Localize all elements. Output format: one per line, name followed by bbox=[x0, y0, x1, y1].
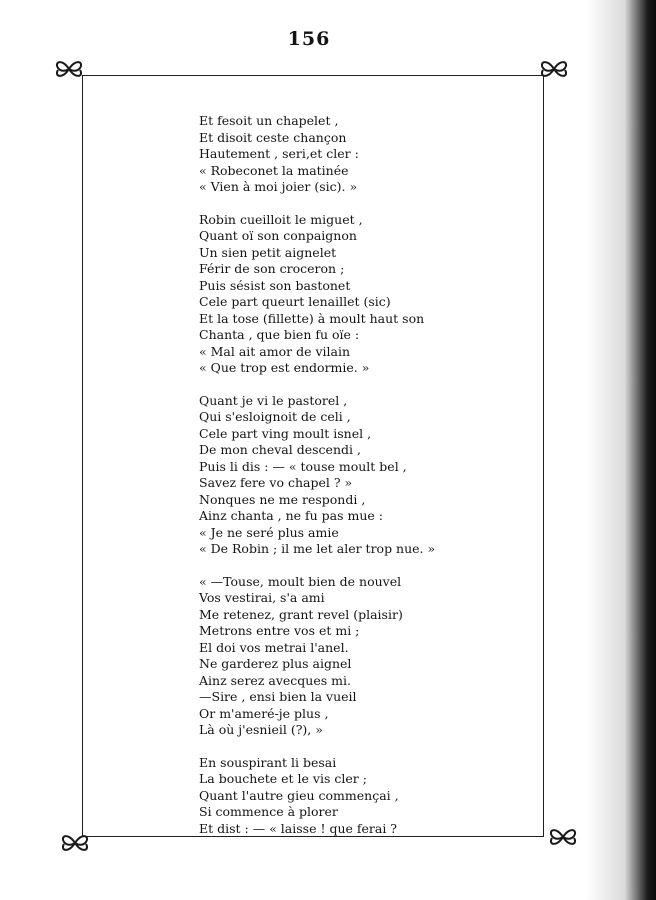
verse-line: Quant oï son conpaignon bbox=[199, 228, 357, 243]
verse-line: La bouchete et le vis cler ; bbox=[199, 771, 367, 786]
verse-line: Me retenez, grant revel (plaisir) bbox=[199, 606, 403, 622]
verse-line: Et fesoit un chapelet , bbox=[199, 113, 339, 128]
verse-line: Un sien petit aignelet bbox=[199, 244, 337, 260]
verse-line: Quant je vi le pastorel , bbox=[199, 392, 348, 408]
verse-line: Cele part queurt lenaillet (sic) bbox=[199, 294, 391, 309]
verse-line: Ne garderez plus aignel bbox=[199, 656, 352, 671]
corner-ornament-icon bbox=[58, 826, 92, 860]
verse-line: Férir de son croceron ; bbox=[199, 261, 345, 276]
verse-line: « Robeconet la matinée bbox=[199, 162, 349, 178]
verse-line: Et disoit ceste chançon bbox=[199, 129, 347, 145]
verse-line: Cele part ving moult isnel , bbox=[199, 425, 372, 441]
verse-line: El doi vos metrai l'anel. bbox=[199, 639, 349, 655]
verse-line: De mon cheval descendi , bbox=[199, 442, 361, 457]
verse-line: « Mal ait amor de vilain bbox=[199, 343, 351, 359]
verse-line: Ainz serez avecques mi. bbox=[199, 672, 351, 688]
verse-line: « De Robin ; il me let aler trop nue. » bbox=[199, 541, 436, 556]
verse-line: « Vien à moi joier (sic). » bbox=[199, 179, 358, 194]
stanza bbox=[199, 393, 529, 558]
verse-line: Puis sésist son bastonet bbox=[199, 277, 351, 293]
poem-body bbox=[199, 113, 529, 853]
verse-line: Robin cueilloit le miguet , bbox=[199, 211, 363, 227]
verse-line: —Sire , ensi bien la vueil bbox=[199, 689, 357, 704]
verse-line: Quant l'autre gieu commençai , bbox=[199, 787, 399, 803]
verse-line: Et la tose (fillette) à moult haut son bbox=[199, 310, 425, 326]
corner-ornament-icon bbox=[537, 52, 571, 86]
verse-line: Là où j'esnieil (?), » bbox=[199, 722, 323, 737]
verse-line: Savez fere vo chapel ? » bbox=[199, 475, 353, 490]
verse-line: Or m'ameré-je plus , bbox=[199, 705, 329, 721]
verse-line: « Que trop est endormie. » bbox=[199, 360, 370, 375]
verse-line: Qui s'esloignoit de celi , bbox=[199, 409, 351, 424]
page-gutter-shadow bbox=[586, 0, 656, 900]
verse-line: Chanta , que bien fu oïe : bbox=[199, 327, 360, 342]
verse-line: « Je ne seré plus amie bbox=[199, 524, 339, 540]
stanza bbox=[199, 574, 529, 739]
verse-line: Hautement , seri‚et cler : bbox=[199, 146, 359, 161]
stanza bbox=[199, 113, 529, 196]
verse-line: Metrons entre vos et mi ; bbox=[199, 623, 360, 638]
verse-line: Si commence à plorer bbox=[199, 804, 338, 819]
verse-line: Et dist : — « laisse ! que ferai ? bbox=[199, 820, 398, 836]
verse-line: « —Touse, moult bien de nouvel bbox=[199, 573, 402, 589]
verse-line: En souspirant li besai bbox=[199, 754, 337, 770]
page-number: 156 bbox=[287, 28, 331, 50]
corner-ornament-icon bbox=[546, 820, 580, 854]
stanza bbox=[199, 755, 529, 838]
verse-line: Nonques ne me respondi , bbox=[199, 491, 366, 507]
corner-ornament-icon bbox=[52, 52, 86, 86]
stanza bbox=[199, 212, 529, 377]
verse-line: Vos vestirai, s'a ami bbox=[199, 590, 325, 605]
verse-line: Ainz chanta , ne fu pas mue : bbox=[199, 508, 383, 523]
verse-line: Puis li dis : — « touse moult bel , bbox=[199, 458, 407, 474]
